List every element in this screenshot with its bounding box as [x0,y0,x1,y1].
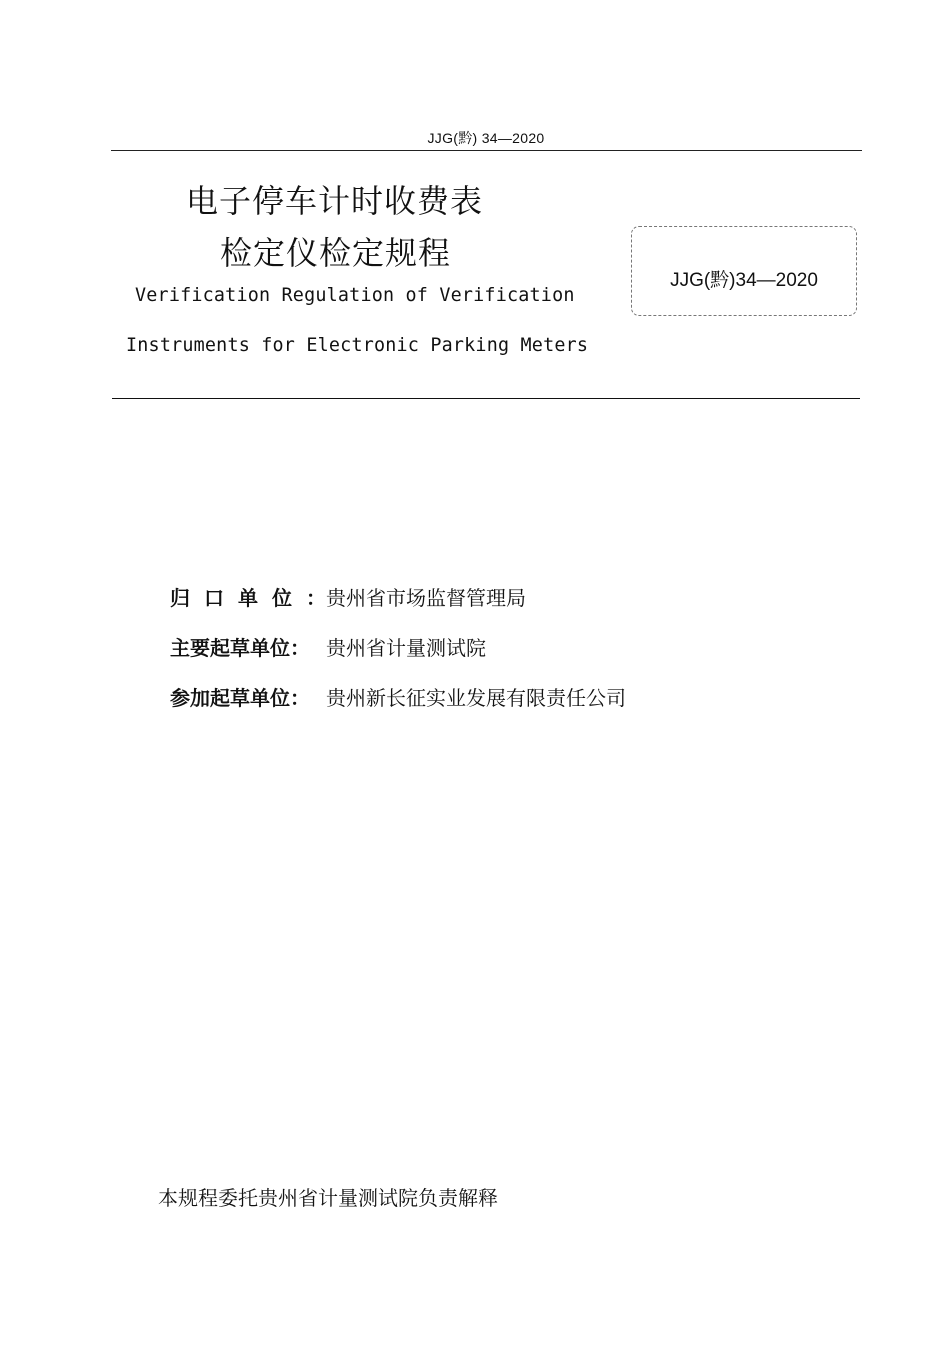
standard-code-box [631,226,857,316]
responsible-unit-label: 归 口 单 位 ： [170,586,326,610]
interpretation-note: 本规程委托贵州省计量测试院负责解释 [158,1186,498,1210]
title-divider-rule [112,398,860,399]
participating-drafter-value: 贵州新长征实业发展有限责任公司 [326,686,626,710]
responsible-unit-row [170,582,526,611]
title-line-1: 电子停车计时收费表 [186,182,484,220]
responsible-unit-value: 贵州省市场监督管理局 [326,586,526,610]
standard-code-text: JJG(黔)34—2020 [670,270,818,291]
header-rule [111,150,862,151]
main-drafter-value: 贵州省计量测试院 [326,636,486,660]
main-drafter-row [170,632,486,661]
participating-drafter-row [170,682,626,711]
title-line-2: 检定仪检定规程 [220,234,452,272]
english-title-line-1: Verification Regulation of Verification [135,285,575,306]
main-drafter-label: 主要起草单位： [170,636,310,660]
header-code: JJG(黔) 34—2020 [427,130,545,146]
english-title-line-2: Instruments for Electronic Parking Meters [126,335,589,356]
participating-drafter-label: 参加起草单位： [170,686,310,710]
